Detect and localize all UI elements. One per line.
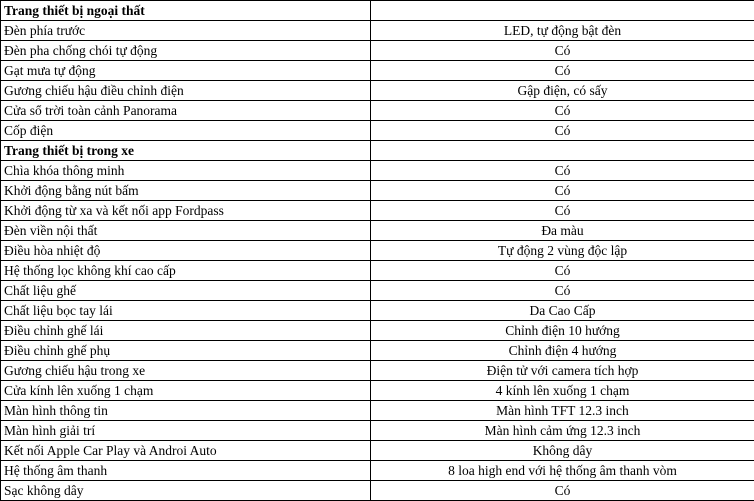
feature-value: Có — [371, 61, 754, 81]
feature-label: Đèn pha chống chói tự động — [1, 41, 371, 61]
feature-value: Có — [371, 161, 754, 181]
feature-label: Gương chiếu hậu trong xe — [1, 361, 371, 381]
feature-label: Điều hòa nhiệt độ — [1, 241, 371, 261]
table-row — [1, 121, 754, 141]
table-row — [1, 241, 754, 261]
feature-value: Có — [371, 121, 754, 141]
feature-value: Tự động 2 vùng độc lập — [371, 241, 754, 261]
section-empty-cell — [371, 141, 754, 161]
feature-label: Cửa sổ trời toàn cảnh Panorama — [1, 101, 371, 121]
feature-value: Điện tử với camera tích hợp — [371, 361, 754, 381]
feature-label: Gạt mưa tự động — [1, 61, 371, 81]
table-row — [1, 361, 754, 381]
section-empty-cell — [371, 1, 754, 21]
feature-label: Cửa kính lên xuống 1 chạm — [1, 381, 371, 401]
feature-label: Màn hình giải trí — [1, 421, 371, 441]
feature-value: Da Cao Cấp — [371, 301, 754, 321]
feature-value: Không dây — [371, 441, 754, 461]
table-row — [1, 321, 754, 341]
feature-label: Sạc không dây — [1, 481, 371, 501]
table-row — [1, 41, 754, 61]
feature-value: Có — [371, 201, 754, 221]
feature-label: Chất liệu bọc tay lái — [1, 301, 371, 321]
feature-value: Đa màu — [371, 221, 754, 241]
feature-value: Có — [371, 41, 754, 61]
section-title: Trang thiết bị ngoại thất — [1, 1, 371, 21]
feature-value: 8 loa high end với hệ thống âm thanh vòm — [371, 461, 754, 481]
table-row — [1, 261, 754, 281]
feature-label: Màn hình thông tin — [1, 401, 371, 421]
feature-value: Có — [371, 181, 754, 201]
feature-label: Khởi động bằng nút bấm — [1, 181, 371, 201]
feature-value: Chỉnh điện 4 hướng — [371, 341, 754, 361]
feature-label: Hệ thống lọc không khí cao cấp — [1, 261, 371, 281]
table-row — [1, 181, 754, 201]
feature-label: Đèn phía trước — [1, 21, 371, 41]
feature-label: Khởi động từ xa và kết nối app Fordpass — [1, 201, 371, 221]
feature-label: Hệ thống âm thanh — [1, 461, 371, 481]
table-row — [1, 221, 754, 241]
feature-label: Kết nối Apple Car Play và Androi Auto — [1, 441, 371, 461]
feature-label: Cốp điện — [1, 121, 371, 141]
feature-value: Có — [371, 281, 754, 301]
section-header-row — [1, 1, 754, 21]
section-header-row — [1, 141, 754, 161]
table-row — [1, 161, 754, 181]
feature-value: Chỉnh điện 10 hướng — [371, 321, 754, 341]
feature-label: Chất liệu ghế — [1, 281, 371, 301]
feature-value: LED, tự động bật đèn — [371, 21, 754, 41]
feature-value: Có — [371, 101, 754, 121]
table-row — [1, 441, 754, 461]
feature-label: Điều chỉnh ghế lái — [1, 321, 371, 341]
feature-value: Màn hình cảm ứng 12.3 inch — [371, 421, 754, 441]
table-row — [1, 481, 754, 501]
feature-value: Màn hình TFT 12.3 inch — [371, 401, 754, 421]
table-row — [1, 21, 754, 41]
section-title: Trang thiết bị trong xe — [1, 141, 371, 161]
table-row — [1, 61, 754, 81]
table-row — [1, 101, 754, 121]
feature-label: Gương chiếu hậu điều chỉnh điện — [1, 81, 371, 101]
table-row — [1, 281, 754, 301]
table-row — [1, 81, 754, 101]
feature-label: Chìa khóa thông minh — [1, 161, 371, 181]
table-row — [1, 421, 754, 441]
feature-value: Có — [371, 481, 754, 501]
table-row — [1, 201, 754, 221]
feature-value: Gập điện, có sấy — [371, 81, 754, 101]
feature-label: Điều chỉnh ghế phụ — [1, 341, 371, 361]
table-row — [1, 301, 754, 321]
table-row — [1, 461, 754, 481]
feature-value: 4 kính lên xuống 1 chạm — [371, 381, 754, 401]
table-row — [1, 401, 754, 421]
table-row — [1, 381, 754, 401]
spec-table-body — [1, 1, 754, 501]
table-row — [1, 341, 754, 361]
feature-value: Có — [371, 261, 754, 281]
feature-label: Đèn viền nội thất — [1, 221, 371, 241]
